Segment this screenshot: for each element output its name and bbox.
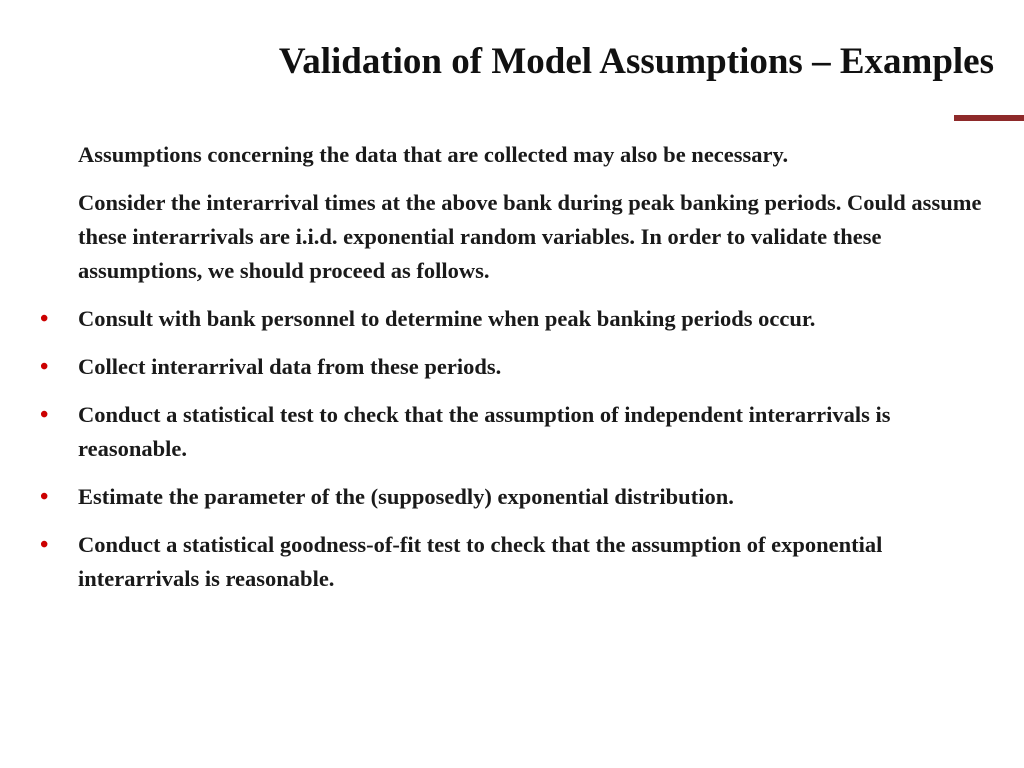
list-item: [40, 302, 983, 336]
list-item-text: Conduct a statistical test to check that the assumption of independent interarrivals is reasonable.: [78, 402, 891, 461]
context-paragraph: Consider the interarrival times at the above bank during peak banking periods. Could assume these interarrivals are i.i.d. exponential random variables. In order to validate these assumptions, we should proceed as follows.: [78, 190, 982, 283]
title-underline: [954, 115, 1024, 121]
list-item: [40, 528, 983, 596]
bullet-icon: •: [40, 484, 49, 510]
list-item: [40, 398, 983, 466]
bullet-icon: •: [40, 402, 49, 428]
slide-title: Validation of Model Assumptions – Examples: [278, 41, 994, 82]
list-item-text: Collect interarrival data from these periods.: [78, 354, 502, 379]
bullet-icon: •: [40, 532, 49, 558]
bullet-icon: •: [40, 354, 49, 380]
list-item: [40, 350, 983, 384]
slide-body: [40, 138, 983, 610]
list-item: [40, 480, 983, 514]
bullet-icon: •: [40, 306, 49, 332]
intro-paragraph: Assumptions concerning the data that are collected may also be necessary.: [78, 142, 789, 167]
list-item-text: Consult with bank personnel to determine when peak banking periods occur.: [78, 306, 816, 331]
list-item-text: Conduct a statistical goodness-of-fit test to check that the assumption of exponential interarrivals is reasonable.: [78, 532, 883, 591]
list-item-text: Estimate the parameter of the (supposedly) exponential distribution.: [78, 484, 734, 509]
